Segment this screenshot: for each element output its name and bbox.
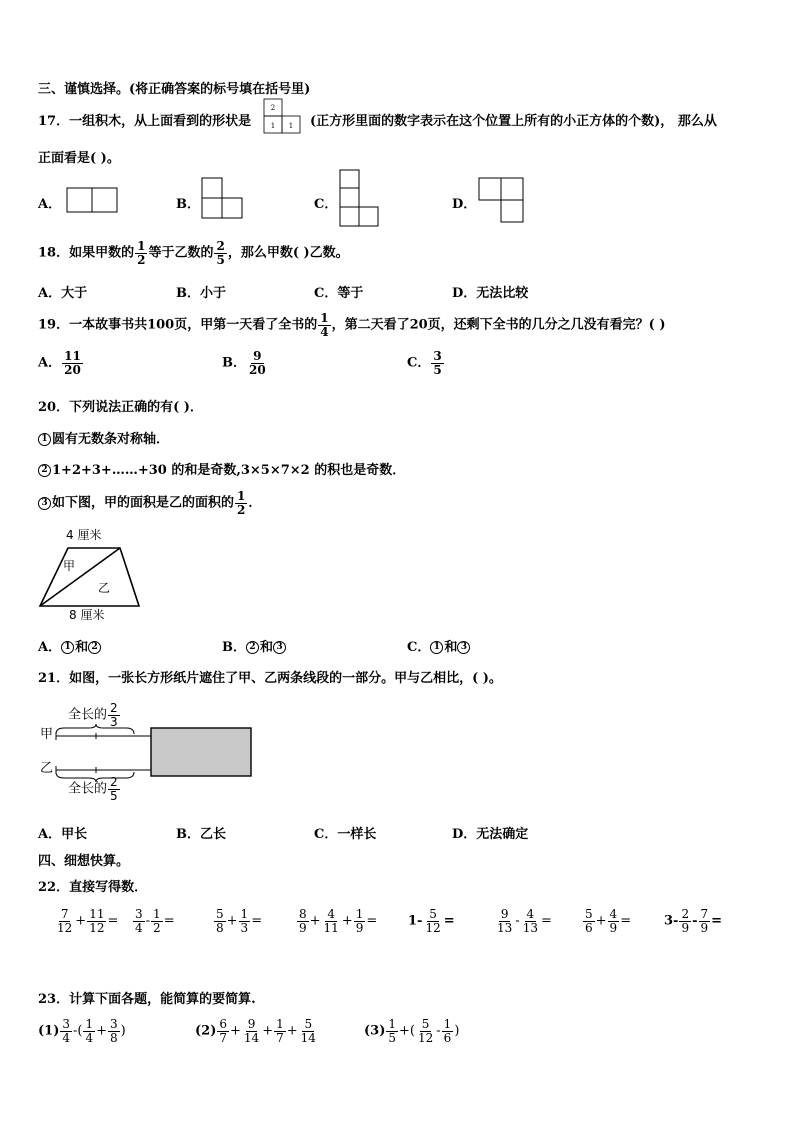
q21-text: 如图，一张长方形纸片遮住了甲、乙两条线段的一部分。甲与乙相比，( )。 xyxy=(69,671,502,686)
q23-text: 计算下面各题，能简算的要简算. xyxy=(69,992,256,1007)
q18-text-b: 等于乙数的 xyxy=(148,245,214,261)
grid-number-top: 2 xyxy=(270,104,276,112)
q21-option-a: A．甲长 xyxy=(38,827,88,842)
q22-question xyxy=(38,876,147,895)
q17-option-a-shape xyxy=(67,188,119,214)
q22-equation-8: 3- $\frac{2}{9}$ - $\frac{7}{9}$ = xyxy=(664,907,723,935)
trapezoid-label-yi: 乙 xyxy=(98,581,111,595)
q18-question xyxy=(38,240,349,266)
q20-text: 下列说法正确的有( )． xyxy=(69,400,203,415)
q20-fraction: $\frac{1}{2}$ xyxy=(237,489,246,517)
q17-option-a-label: A． xyxy=(38,197,62,212)
q18-option-b: B．小于 xyxy=(176,286,226,301)
q22-equation-6: $\frac{9}{13}$ - $\frac{4}{13}$ = xyxy=(497,907,552,935)
q19-text-b: ，第二天看了20页，还剩下全书的几分之几没有看完？( ) xyxy=(331,317,666,333)
grid-number-bottom-left: 1 xyxy=(270,122,276,130)
q23-question xyxy=(38,988,256,1007)
q22-equation-7: $\frac{5}{6}$ + $\frac{4}{9}$ = xyxy=(585,907,632,935)
q21-number: 21． xyxy=(38,671,70,686)
section-4-heading: 四、细想快算。 xyxy=(38,854,130,869)
q20-statement-3: 3 如下图，甲的面积是乙的面积的 $\frac{1}{2}$ ． xyxy=(38,490,261,516)
q17-text-a: 一组积木，从上面看到的形状是 xyxy=(69,114,252,129)
q17-text-b: (正方形里面的数字表示在这个位置上所有的小正方体的个数)， 那么从 xyxy=(310,114,717,129)
q17-option-d-shape xyxy=(479,178,525,224)
trapezoid-bottom-label: 8 厘米 xyxy=(69,608,105,622)
q17-option-c-label: C． xyxy=(314,197,338,212)
q21-option-c: C．一样长 xyxy=(314,827,377,842)
q18-fraction-1: $\frac{1}{2}$ xyxy=(137,239,146,267)
q21-paper-cover xyxy=(151,728,251,776)
section-3-heading: 三、谨慎选择。(将正确答案的标号填在括号里) xyxy=(38,82,311,97)
q21-bottom-label: 全长的 $\frac{2}{5}$ xyxy=(68,775,118,803)
circled-number-3: 3 xyxy=(38,497,51,510)
q22-equation-3: $\frac{5}{8}$ + $\frac{1}{3}$ = xyxy=(216,907,263,935)
q22-equation-4: $\frac{8}{9}$ + $\frac{4}{11}$ + $\frac{1}{9}$ = xyxy=(299,907,378,935)
q17-option-b-shape xyxy=(202,178,244,220)
trapezoid-figure xyxy=(38,546,142,608)
q17-text-c: 正面看是( )。 xyxy=(38,151,120,166)
q23-problem-1: (1) $\frac{3}{4}$ -( $\frac{1}{4}$ + $\frac{3}{8}$ ) xyxy=(38,1017,126,1045)
q19-option-c-fraction: $\frac{3}{5}$ xyxy=(433,349,442,377)
q20-statement-2: 2 1+2+3+……+30 的和是奇数,3×5×7×2 的积也是奇数． xyxy=(38,459,405,478)
q19-question xyxy=(38,312,666,338)
q20-statement-1: 1 圆有无数条对称轴． xyxy=(38,428,169,447)
circled-number-2: 2 xyxy=(38,464,51,477)
q18-option-c: C．等于 xyxy=(314,286,364,301)
q17-number: 17． xyxy=(38,114,70,129)
q17-option-b-label: B． xyxy=(176,197,200,212)
q18-option-a: A．大于 xyxy=(38,286,88,301)
q19-number: 19． xyxy=(38,317,70,333)
q22-text: 直接写得数． xyxy=(69,880,148,895)
q18-text-c: ，那么甲数( )乙数。 xyxy=(227,245,349,261)
q18-fraction-2: $\frac{2}{5}$ xyxy=(216,239,225,267)
q19-option-c: C． $\frac{3}{5}$ xyxy=(407,349,442,377)
q19-text-a: 一本故事书共100页，甲第一天看了全书的 xyxy=(69,317,318,333)
q19-option-b-fraction: $\frac{9}{20}$ xyxy=(249,349,266,377)
q21-option-d: D．无法确定 xyxy=(452,827,529,842)
q21-question xyxy=(38,667,502,686)
q17-top-view-grid xyxy=(263,98,303,134)
q19-fraction: $\frac{1}{4}$ xyxy=(320,311,329,339)
q20-option-a: A． 1 和 2 xyxy=(38,636,102,655)
q21-label-yi: 乙 xyxy=(40,761,54,776)
q21-option-b: B．乙长 xyxy=(176,827,226,842)
circled-number-1: 1 xyxy=(38,433,51,446)
q21-bottom-fraction: $\frac{2}{5}$ xyxy=(110,775,118,803)
q19-option-b: B． $\frac{9}{20}$ xyxy=(222,349,266,377)
q17-option-d-label: D． xyxy=(452,197,477,212)
q18-option-d: D．无法比较 xyxy=(452,286,529,301)
q19-option-a-fraction: $\frac{11}{20}$ xyxy=(64,349,81,377)
q21-label-jia: 甲 xyxy=(40,727,54,742)
q21-top-fraction: $\frac{2}{3}$ xyxy=(110,701,118,729)
q20-question xyxy=(38,396,203,415)
trapezoid-top-label: 4 厘米 xyxy=(66,528,102,542)
q23-number: 23． xyxy=(38,992,70,1007)
q22-equation-5: 1- $\frac{5}{12}$ = xyxy=(408,907,455,935)
grid-number-bottom-right: 1 xyxy=(288,122,294,130)
q23-problem-2: (2) $\frac{6}{7}$ + $\frac{9}{14}$ + $\frac{1}{7}$ + $\frac{5}{14}$ xyxy=(195,1017,316,1045)
q19-option-a: A． $\frac{11}{20}$ xyxy=(38,349,81,377)
q21-top-label: 全长的 $\frac{2}{3}$ xyxy=(68,701,118,729)
trapezoid-label-jia: 甲 xyxy=(63,559,76,573)
q20-number: 20． xyxy=(38,400,70,415)
q17-option-c-shape xyxy=(340,170,380,228)
q20-option-b: B． 2 和 3 xyxy=(222,636,287,655)
q22-equation-2: $\frac{3}{4}$ - $\frac{1}{2}$ = xyxy=(135,907,175,935)
q20-option-c: C． 1 和 3 xyxy=(407,636,471,655)
q18-number: 18． xyxy=(38,245,70,261)
q17-line1 xyxy=(38,110,251,129)
q22-equation-1: $\frac{7}{12}$ + $\frac{11}{12}$ = xyxy=(57,907,119,935)
q22-number: 22． xyxy=(38,880,70,895)
q23-problem-3: (3) $\frac{1}{5}$ +( $\frac{5}{12}$ - $\frac{1}{6}$ ) xyxy=(364,1017,460,1045)
q18-text-a: 如果甲数的 xyxy=(69,245,135,261)
q21-segment-diagram xyxy=(56,724,256,784)
